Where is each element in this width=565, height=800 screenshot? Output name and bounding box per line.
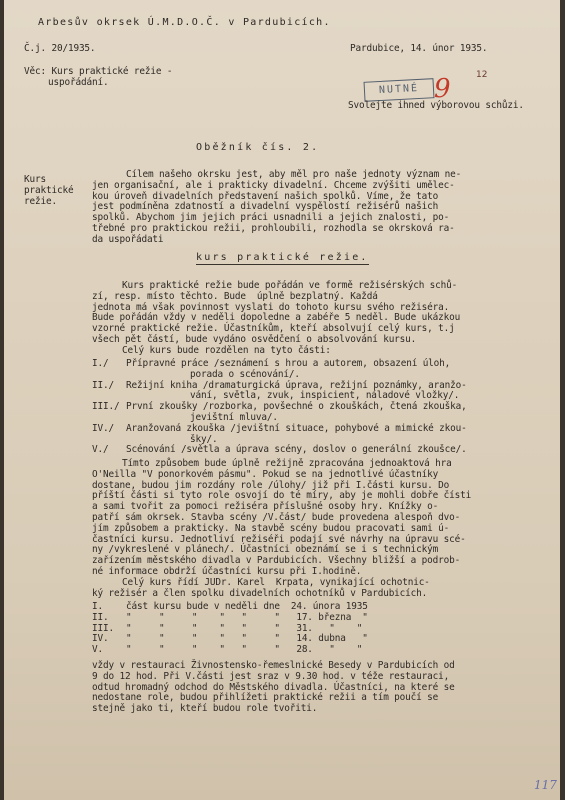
description-line: Celý kurs bude rozdělen na tyto části: bbox=[122, 344, 331, 356]
part-number: V./ bbox=[92, 444, 109, 456]
schedule-date: " " " " " " 17. března " bbox=[126, 611, 368, 623]
intro-line: jen organisační, ale i prakticky divadelní. Chceme zvýšiti umělec- bbox=[92, 179, 455, 191]
details-line: příští části si tyto role osvojí do té míry, aby je mohli dobře čísti bbox=[92, 490, 472, 502]
description-line: Kurs praktické režie bude pořádán ve formě režisérských schů- bbox=[122, 280, 458, 291]
details-line: ký režisér a člen spolku divadelních ochotníků v Pardubicích. bbox=[92, 587, 428, 599]
details-line: né informace obdrží účastníci kursu při I.hodině. bbox=[92, 566, 362, 577]
part-text-continuation: šky/. bbox=[190, 433, 218, 445]
reference-number: Č.j. 20/1935. bbox=[24, 43, 96, 54]
intro-line: kou úroveň divadelních představení našich spolků. Víme, že tato bbox=[92, 190, 439, 202]
schedule-number: I. bbox=[92, 601, 103, 612]
details-line: a sami tvořit za pomoci režiséra příslušné osoby hry. Knížky o- bbox=[92, 501, 439, 513]
details-line: Celý kurs řídí JUDr. Karel Krpata, vynikající ochotnic- bbox=[122, 576, 430, 588]
schedule-date: " " " " " " 14. dubna " bbox=[126, 633, 368, 645]
schedule-number: III. bbox=[92, 622, 114, 634]
subject-line-2: uspořádání. bbox=[48, 77, 109, 88]
part-text: Přípravné práce /seznámení s hrou a autorem, obsazení úloh, bbox=[126, 358, 451, 369]
part-text: Aranžovaná zkouška /jevištní situace, pohybové a mimické zkou- bbox=[126, 422, 467, 434]
part-text: První zkoušky /rozborka, povšechné o zkouškách, čtená zkouška, bbox=[126, 401, 467, 413]
description-line: jednota má však povinnost vyslati do tohoto kursu svého režiséra. bbox=[92, 301, 450, 313]
part-number: II./ bbox=[92, 379, 114, 391]
part-text-continuation: porada o scénování/. bbox=[190, 368, 300, 380]
urgent-stamp: NUTNÉ bbox=[364, 78, 435, 102]
handwritten-number: 12 bbox=[476, 70, 488, 80]
intro-line: Cílem našeho okrsku jest, aby měl pro naše jednoty význam ne- bbox=[126, 169, 462, 180]
stamp-note: Svolejte ihned výborovou schůzi. bbox=[348, 100, 524, 111]
closing-line: vždy v restauraci Živnostensko-řemeslnické Besedy v Pardubicích od bbox=[92, 660, 455, 671]
intro-line: da uspořádati bbox=[92, 233, 164, 245]
schedule-number: II. bbox=[92, 611, 109, 623]
course-heading: kurs praktické režie. bbox=[196, 252, 369, 263]
intro-line: jest podmíněna zdatností a divadelní vyspělostí režisérů našich bbox=[92, 201, 439, 213]
details-line: patří sám okrsek. Stavba scény /V.část/ bude provedena alespoň dvo- bbox=[92, 512, 461, 523]
closing-line: odtud hromadný odchod do Městského divadla. Účastníci, na které se bbox=[92, 681, 455, 693]
intro-line: spolků. Abychom jim jejich práci usnadnili a jejich znalosti, po- bbox=[92, 212, 450, 224]
subject-line-1: Věc: Kurs praktické režie - bbox=[24, 66, 173, 77]
part-text: Scénování /světla a úprava scény, doslov o generální zkoušce/. bbox=[126, 444, 467, 456]
part-number: I./ bbox=[92, 358, 109, 369]
details-line: Tímto způsobem bude úplně režijně zpracována jednoaktová hra bbox=[122, 458, 452, 469]
page-number: 117 bbox=[534, 778, 557, 792]
schedule-date: " " " " " " 28. " " bbox=[126, 644, 363, 656]
schedule-number: V. bbox=[92, 644, 103, 656]
details-line: jím způsobem a prakticky. Na stavbě scény budou pracovati sami ú- bbox=[92, 522, 450, 534]
details-line: častníci kursu. Jednotliví režiséři podají své návrhy na úpravu scé- bbox=[92, 533, 466, 545]
margin-label-3: režie. bbox=[24, 196, 57, 207]
margin-label-1: Kurs bbox=[24, 174, 46, 185]
closing-line: nedostane role, budou přihlížeti praktické režii a tím poučí se bbox=[92, 692, 439, 704]
document-page bbox=[4, 0, 560, 800]
part-text-continuation: jevištní mluva/. bbox=[190, 412, 278, 423]
place-date: Pardubice, 14. únor 1935. bbox=[350, 43, 488, 54]
description-line: zí, resp. místo těchto. Bude úplně bezplatný. Každá bbox=[92, 290, 378, 302]
red-handwritten-mark: 9 bbox=[434, 74, 451, 104]
part-number: III./ bbox=[92, 401, 120, 413]
closing-line: 9 do 12 hod. Při V.části jest sraz v 9.30 hod. v téže restauraci, bbox=[92, 670, 450, 682]
circular-title: Oběžník čís. 2. bbox=[196, 142, 320, 153]
details-line: ny /vykreslené v plánech/. Účastníci obeznámí se i s technickým bbox=[92, 544, 439, 556]
part-text: Režijní kniha /dramaturgická úprava, režijní poznámky, aranžo- bbox=[126, 379, 467, 391]
description-line: Bude pořádán vždy v neděli dopoledne a zabéře 5 neděl. Bude ukázkou bbox=[92, 312, 461, 324]
schedule-date: " " " " " " 31. " " bbox=[126, 622, 363, 634]
margin-label-2: praktické bbox=[24, 185, 74, 196]
description-line: všech pět částí, bude vydáno osvědčení o absolvování kursu. bbox=[92, 334, 417, 345]
closing-line: stejně jako ti, kteří budou role tvořiti. bbox=[92, 703, 318, 715]
description-line: vzorné praktické režie. Účastníkům, kteří absolvují celý kurs, t.j bbox=[92, 323, 455, 335]
organization-header: Arbesův okrsek Ú.M.D.O.Č. v Pardubicích. bbox=[38, 17, 331, 28]
schedule-date: část kursu bude v neděli dne 24. února 1935 bbox=[126, 601, 368, 612]
details-line: O'Neilla "V ponorkovém pásmu". Pokud se na jednotlivé účastníky bbox=[92, 468, 439, 480]
schedule-number: IV. bbox=[92, 633, 109, 645]
intro-line: třebné pro praktickou režii, prohloubili, rozhodla se okrsková ra- bbox=[92, 223, 455, 234]
part-text-continuation: vání, světla, zvuk, inspicient, náladové vložky/. bbox=[190, 390, 460, 402]
part-number: IV./ bbox=[92, 422, 114, 434]
details-line: dostane, budou jim rozdány role /úlohy/ již při I.části kursu. Do bbox=[92, 479, 450, 491]
details-line: zařízením městského divadla v Pardubicích. Všechny bližší a podrob- bbox=[92, 555, 461, 567]
